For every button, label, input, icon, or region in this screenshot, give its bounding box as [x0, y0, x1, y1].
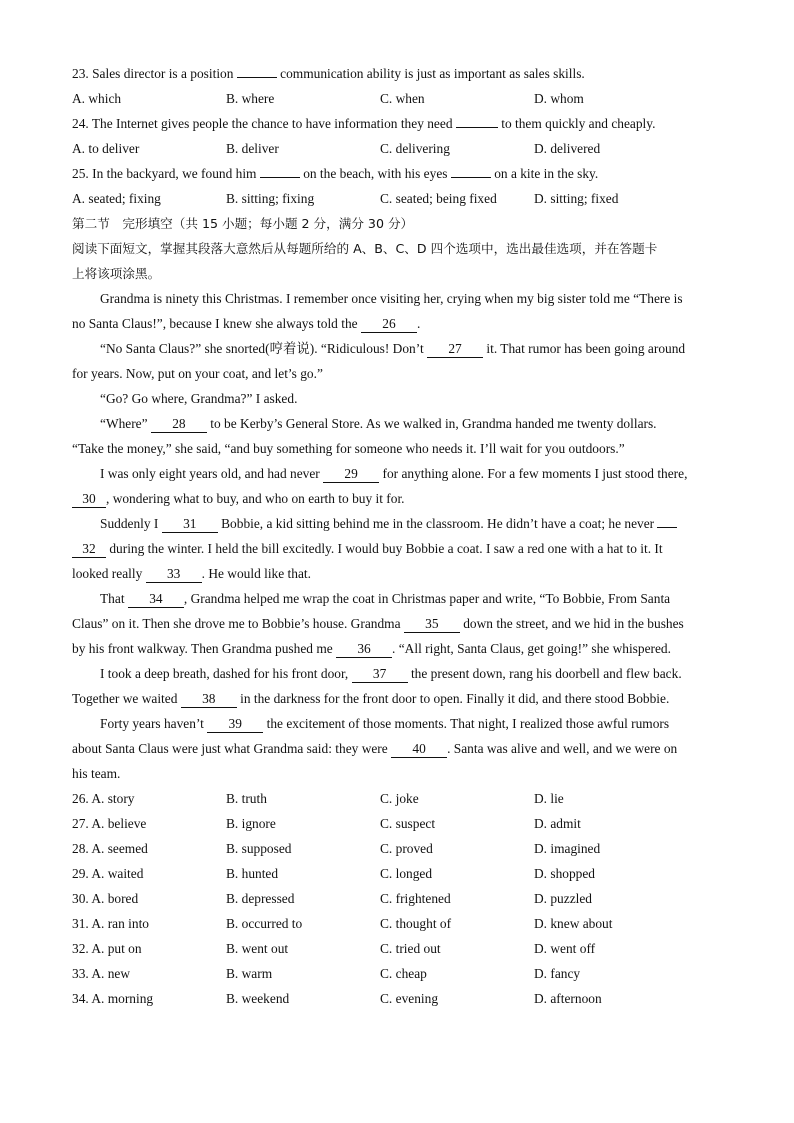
passage-line [72, 561, 722, 586]
stem-text: The Internet gives people the chance to have information they need [91, 116, 453, 131]
cloze-blank-32-start [657, 513, 677, 528]
cloze-blank-26: 26 [361, 317, 417, 333]
passage-text: . Santa was alive and well, and we were on [447, 741, 678, 756]
passage-text: during the winter. I held the bill excitedly. I would buy Bobbie a coat. I saw a red one with a hat to it. It [109, 541, 663, 556]
option-c: C. joke [380, 791, 419, 806]
option-d: D. puzzled [534, 891, 593, 906]
answer-blank [237, 63, 277, 78]
option-c: C. proved [380, 841, 433, 856]
option-b: B. sitting; fixing [226, 191, 315, 206]
stem-text: to them quickly and cheaply. [501, 116, 656, 131]
passage-line: “Take the money,” she said, “and buy something for someone who needs it. I’ll wait for you outdoors.” [72, 441, 625, 456]
passage-text: “Where” [100, 416, 148, 431]
passage-text: That [100, 591, 125, 606]
question-23-options [72, 86, 722, 111]
passage-text: Forty years haven’t [100, 716, 204, 731]
cloze-blank-36: 36 [336, 642, 392, 658]
answer-blank [451, 163, 491, 178]
option-a: A. to deliver [72, 141, 140, 156]
passage-line [72, 411, 722, 436]
passage-line [72, 636, 722, 661]
passage-text: it. That rumor has been going around [486, 341, 686, 356]
question-24-options [72, 136, 722, 161]
stem-text: communication ability is just as important as sales skills. [280, 66, 585, 81]
passage-text: the present down, rang his doorbell and flew back. [410, 666, 682, 681]
passage-line [72, 736, 722, 761]
cloze-blank-40: 40 [391, 742, 447, 758]
passage-text: , Grandma helped me wrap the coat in Christmas paper and write, “To Bobbie, From Santa [183, 591, 671, 606]
cloze-blank-39: 39 [207, 717, 263, 733]
option-c: C. delivering [380, 141, 450, 156]
cloze-blank-27: 27 [427, 342, 483, 358]
option-b: B. depressed [226, 891, 295, 906]
passage-line: his team. [72, 766, 121, 781]
cloze-blank-37: 37 [352, 667, 408, 683]
option-b: B. hunted [226, 866, 279, 881]
option-d: D. shopped [534, 866, 595, 881]
option-c: C. tried out [380, 941, 441, 956]
passage-line: Grandma is ninety this Christmas. I remember once visiting her, crying when my big sister told me “There is [100, 291, 683, 306]
passage-line [72, 486, 722, 511]
passage-text: to be Kerby’s General Store. As we walked in, Grandma handed me twenty dollars. [210, 416, 657, 431]
passage-line [72, 311, 722, 336]
option-b: B. where [226, 91, 275, 106]
section-instruction: 上将该项涂黑。 [72, 266, 161, 281]
answer-blank [260, 163, 300, 178]
cloze-blank-28: 28 [151, 417, 207, 433]
passage-text: about Santa Claus were just what Grandma said: they were [72, 741, 388, 756]
cloze-blank-33: 33 [146, 567, 202, 583]
option-b: B. weekend [226, 991, 290, 1006]
cloze-blank-30: 30 [72, 492, 106, 508]
passage-line [72, 536, 722, 561]
cloze-blank-32: 32 [72, 542, 106, 558]
passage-text: I took a deep breath, dashed for his front door, [100, 666, 349, 681]
option-c: C. longed [380, 866, 433, 881]
option-a: 32. A. put on [72, 941, 142, 956]
option-c: C. seated; being fixed [380, 191, 497, 206]
option-a: 29. A. waited [72, 866, 144, 881]
passage-text: Claus” on it. Then she drove me to Bobbie’s house. Grandma [72, 616, 401, 631]
cloze-blank-35: 35 [404, 617, 460, 633]
passage-text: Suddenly I [100, 516, 159, 531]
option-b: B. went out [226, 941, 289, 956]
cloze-option-row [72, 986, 722, 1011]
option-d: D. delivered [534, 141, 601, 156]
option-b: B. warm [226, 966, 273, 981]
passage-line [72, 511, 722, 536]
option-d: D. afternoon [534, 991, 602, 1006]
passage-text: looked really [72, 566, 143, 581]
option-d: D. sitting; fixed [534, 191, 619, 206]
stem-text: Sales director is a position [92, 66, 234, 81]
question-number: 23. [72, 66, 89, 81]
option-b: B. ignore [226, 816, 276, 831]
cloze-blank-34: 34 [128, 592, 184, 608]
passage-text: by his front walkway. Then Grandma pushed me [72, 641, 333, 656]
passage-text: the excitement of those moments. That night, I realized those awful rumors [266, 716, 670, 731]
cloze-option-row [72, 961, 722, 986]
option-a: A. seated; fixing [72, 191, 161, 206]
option-d: D. admit [534, 816, 581, 831]
passage-line [72, 336, 722, 361]
option-d: D. lie [534, 791, 564, 806]
option-d: D. knew about [534, 916, 613, 931]
cloze-blank-38: 38 [181, 692, 237, 708]
cloze-options-list [72, 786, 722, 1011]
passage-text: in the darkness for the front door to open. Finally it did, and there stood Bobbie. [240, 691, 670, 706]
option-d: D. whom [534, 91, 584, 106]
answer-blank [456, 113, 498, 128]
passage-line: “Go? Go where, Grandma?” I asked. [100, 391, 298, 406]
passage-text: no Santa Claus!”, because I knew she always told the [72, 316, 358, 331]
option-a: 26. A. story [72, 791, 135, 806]
question-24-stem [72, 111, 722, 136]
stem-text: on a kite in the sky. [494, 166, 599, 181]
cloze-option-row [72, 811, 722, 836]
option-b: B. deliver [226, 141, 279, 156]
passage-text: . [416, 316, 421, 331]
passage-text: I was only eight years old, and had never [100, 466, 320, 481]
cloze-option-row [72, 936, 722, 961]
option-a: A. which [72, 91, 122, 106]
option-d: D. fancy [534, 966, 581, 981]
option-a: 34. A. morning [72, 991, 154, 1006]
option-d: D. imagined [534, 841, 601, 856]
passage-line: for years. Now, put on your coat, and let’s go.” [72, 366, 323, 381]
option-a: 31. A. ran into [72, 916, 149, 931]
passage-text: for anything alone. For a few moments I just stood there, [382, 466, 688, 481]
stem-text: In the backyard, we found him [92, 166, 257, 181]
passage-text: . He would like that. [201, 566, 311, 581]
question-23-stem [72, 61, 722, 86]
question-number: 25. [72, 166, 89, 181]
option-a: 27. A. believe [72, 816, 147, 831]
option-a: 33. A. new [72, 966, 131, 981]
passage-line [72, 661, 722, 686]
passage-text: Bobbie, a kid sitting behind me in the classroom. He didn’t have a coat; he never [221, 516, 655, 531]
passage-line [72, 611, 722, 636]
option-c: C. evening [380, 991, 439, 1006]
passage-line [72, 686, 722, 711]
question-25-stem [72, 161, 722, 186]
option-d: D. went off [534, 941, 596, 956]
option-a: 28. A. seemed [72, 841, 148, 856]
section-title: 第二节 完形填空（共 15 小题；每小题 2 分，满分 30 分） [72, 216, 414, 231]
passage-text: “No Santa Claus?” she snorted(哼着说). “Ridiculous! Don’t [100, 341, 424, 356]
passage-line [72, 461, 722, 486]
option-c: C. when [380, 91, 425, 106]
passage-text: , wondering what to buy, and who on earth to buy it for. [106, 491, 405, 506]
passage-line [72, 711, 722, 736]
option-b: B. occurred to [226, 916, 303, 931]
passage-text: Together we waited [72, 691, 178, 706]
passage-text: down the street, and we hid in the bushes [463, 616, 684, 631]
option-c: C. suspect [380, 816, 436, 831]
question-number: 24. [72, 116, 89, 131]
question-25-options [72, 186, 722, 211]
option-c: C. frightened [380, 891, 451, 906]
option-b: B. supposed [226, 841, 292, 856]
cloze-blank-29: 29 [323, 467, 379, 483]
cloze-option-row [72, 836, 722, 861]
cloze-option-row [72, 886, 722, 911]
option-c: C. thought of [380, 916, 452, 931]
option-b: B. truth [226, 791, 267, 806]
cloze-option-row [72, 786, 722, 811]
cloze-option-row [72, 861, 722, 886]
cloze-option-row [72, 911, 722, 936]
stem-text: on the beach, with his eyes [303, 166, 448, 181]
passage-line [72, 586, 722, 611]
section-instruction: 阅读下面短文，掌握其段落大意然后从每题所给的 A、B、C、D 四个选项中，选出最佳选项，并在答题卡 [72, 241, 658, 256]
option-a: 30. A. bored [72, 891, 139, 906]
cloze-blank-31: 31 [162, 517, 218, 533]
passage-text: . “All right, Santa Claus, get going!” she whispered. [392, 641, 671, 656]
exam-page [72, 61, 722, 1011]
option-c: C. cheap [380, 966, 427, 981]
